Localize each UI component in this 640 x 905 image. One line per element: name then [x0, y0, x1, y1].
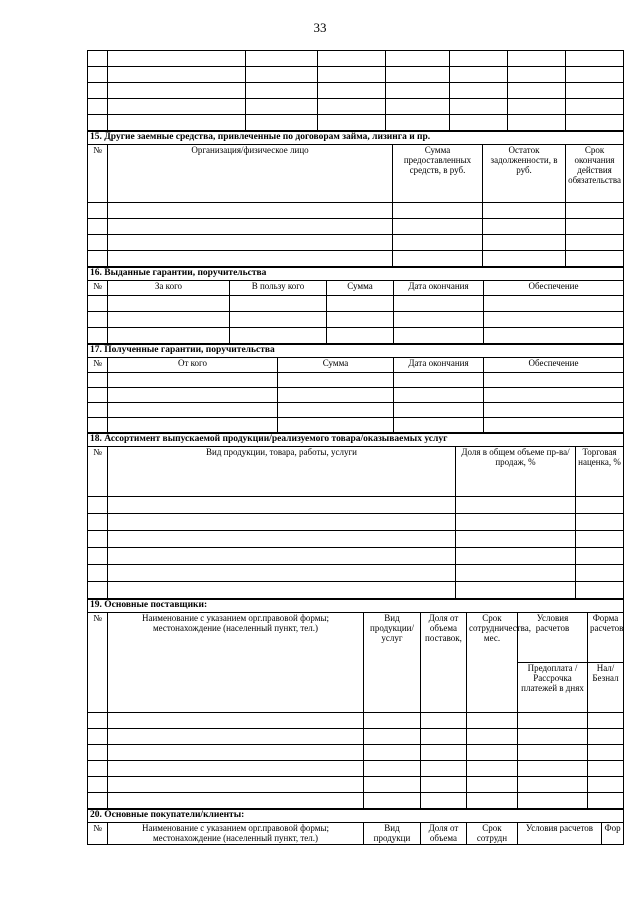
section-17-title: 17. Полученные гарантии, поручительства — [88, 345, 624, 358]
col-header-sum: Сумма — [327, 281, 394, 296]
table-row — [88, 531, 624, 548]
table-row — [88, 67, 624, 83]
col-header-number: № — [88, 358, 108, 373]
col-header-cooperation-term: Срок сотрудн — [467, 823, 518, 845]
col-header-number: № — [88, 823, 108, 845]
table-row — [88, 565, 624, 582]
table-row — [88, 115, 624, 131]
col-header-cooperation-term: Срок сотрудничества, мес. — [467, 613, 518, 713]
col-header-volume-share: Доля от объема — [421, 823, 467, 845]
section-15-table — [87, 131, 624, 267]
table-row — [88, 713, 624, 729]
section-17-table — [87, 344, 624, 433]
col-header-in-favor-of: В пользу кого — [230, 281, 327, 296]
col-header-name-location: Наименование с указанием орг.правовой формы; местонахождение (населенный пункт, тел.) — [108, 613, 364, 713]
form-sheet — [87, 50, 623, 870]
section-19-table — [87, 599, 624, 809]
section-18-table — [87, 433, 624, 599]
table-row — [88, 296, 624, 312]
col-header-payment-terms: Условия расчетов — [518, 823, 602, 845]
table-row — [88, 514, 624, 531]
col-header-number: № — [88, 613, 108, 713]
col-header-from-whom: От кого — [108, 358, 278, 373]
col-header-for-whom: За кого — [108, 281, 230, 296]
sub-header-cash-noncash: Нал/ Безнал — [588, 663, 624, 713]
col-header-debt-balance: Остаток задолженности, в руб. — [483, 145, 566, 203]
col-header-share: Доля в общем объеме пр-ва/продаж, % — [456, 447, 576, 497]
table-row — [88, 251, 624, 267]
col-header-term-end: Срок окончания действия обязательства — [566, 145, 624, 203]
table-row — [88, 328, 624, 344]
col-header-payment-form: Форма расчетов — [588, 613, 624, 663]
section-19-title: 19. Основные поставщики: — [88, 600, 624, 613]
table-row — [88, 777, 624, 793]
col-header-collateral: Обеспечение — [484, 281, 624, 296]
col-header-sum: Сумма — [278, 358, 394, 373]
table-row — [88, 582, 624, 599]
table-row — [88, 745, 624, 761]
col-header-number: № — [88, 145, 108, 203]
table-row — [88, 388, 624, 403]
col-header-product-type: Вид продукции, товара, работы, услуги — [108, 447, 456, 497]
table-row — [88, 219, 624, 235]
table-row — [88, 312, 624, 328]
previous-table-continuation — [87, 50, 624, 131]
col-header-payment-form: Фор — [602, 823, 624, 845]
col-header-end-date: Дата окончания — [394, 281, 484, 296]
table-row — [88, 403, 624, 418]
table-row — [88, 83, 624, 99]
table-row — [88, 418, 624, 433]
table-row — [88, 373, 624, 388]
col-header-collateral: Обеспечение — [484, 358, 624, 373]
section-18-title: 18. Ассортимент выпускаемой продукции/реализуемого товара/оказываемых услуг — [88, 434, 624, 447]
col-header-markup: Торговая наценка, % — [576, 447, 624, 497]
table-row — [88, 761, 624, 777]
col-header-name-location: Наименование с указанием орг.правовой формы; местонахождение (населенный пункт, тел.) — [108, 823, 364, 845]
table-row — [88, 548, 624, 565]
table-row — [88, 203, 624, 219]
section-15-title: 15. Другие заемные средства, привлеченные по договорам займа, лизинга и пр. — [88, 132, 624, 145]
section-20-table — [87, 809, 624, 845]
section-16-title: 16. Выданные гарантии, поручительства — [88, 268, 624, 281]
table-row — [88, 497, 624, 514]
col-header-supply-share: Доля от объема поставок, — [421, 613, 467, 713]
col-header-organization: Организация/физическое лицо — [108, 145, 393, 203]
col-header-number: № — [88, 281, 108, 296]
table-row — [88, 729, 624, 745]
table-row — [88, 99, 624, 115]
col-header-amount-provided: Сумма предоставленных средств, в руб. — [393, 145, 483, 203]
table-row — [88, 793, 624, 809]
col-header-product-type: Вид продукци — [364, 823, 421, 845]
table-row — [88, 235, 624, 251]
page-number: 33 — [313, 20, 327, 35]
section-16-table — [87, 267, 624, 344]
col-header-end-date: Дата окончания — [394, 358, 484, 373]
sub-header-prepayment: Предоплата / Рассрочка платежей в днях — [518, 663, 588, 713]
section-20-title: 20. Основные покупатели/клиенты: — [88, 810, 624, 823]
col-header-product-type: Вид продукции/услуг — [364, 613, 421, 713]
col-header-payment-terms: Условия расчетов — [518, 613, 588, 663]
col-header-number: № — [88, 447, 108, 497]
table-row — [88, 51, 624, 67]
